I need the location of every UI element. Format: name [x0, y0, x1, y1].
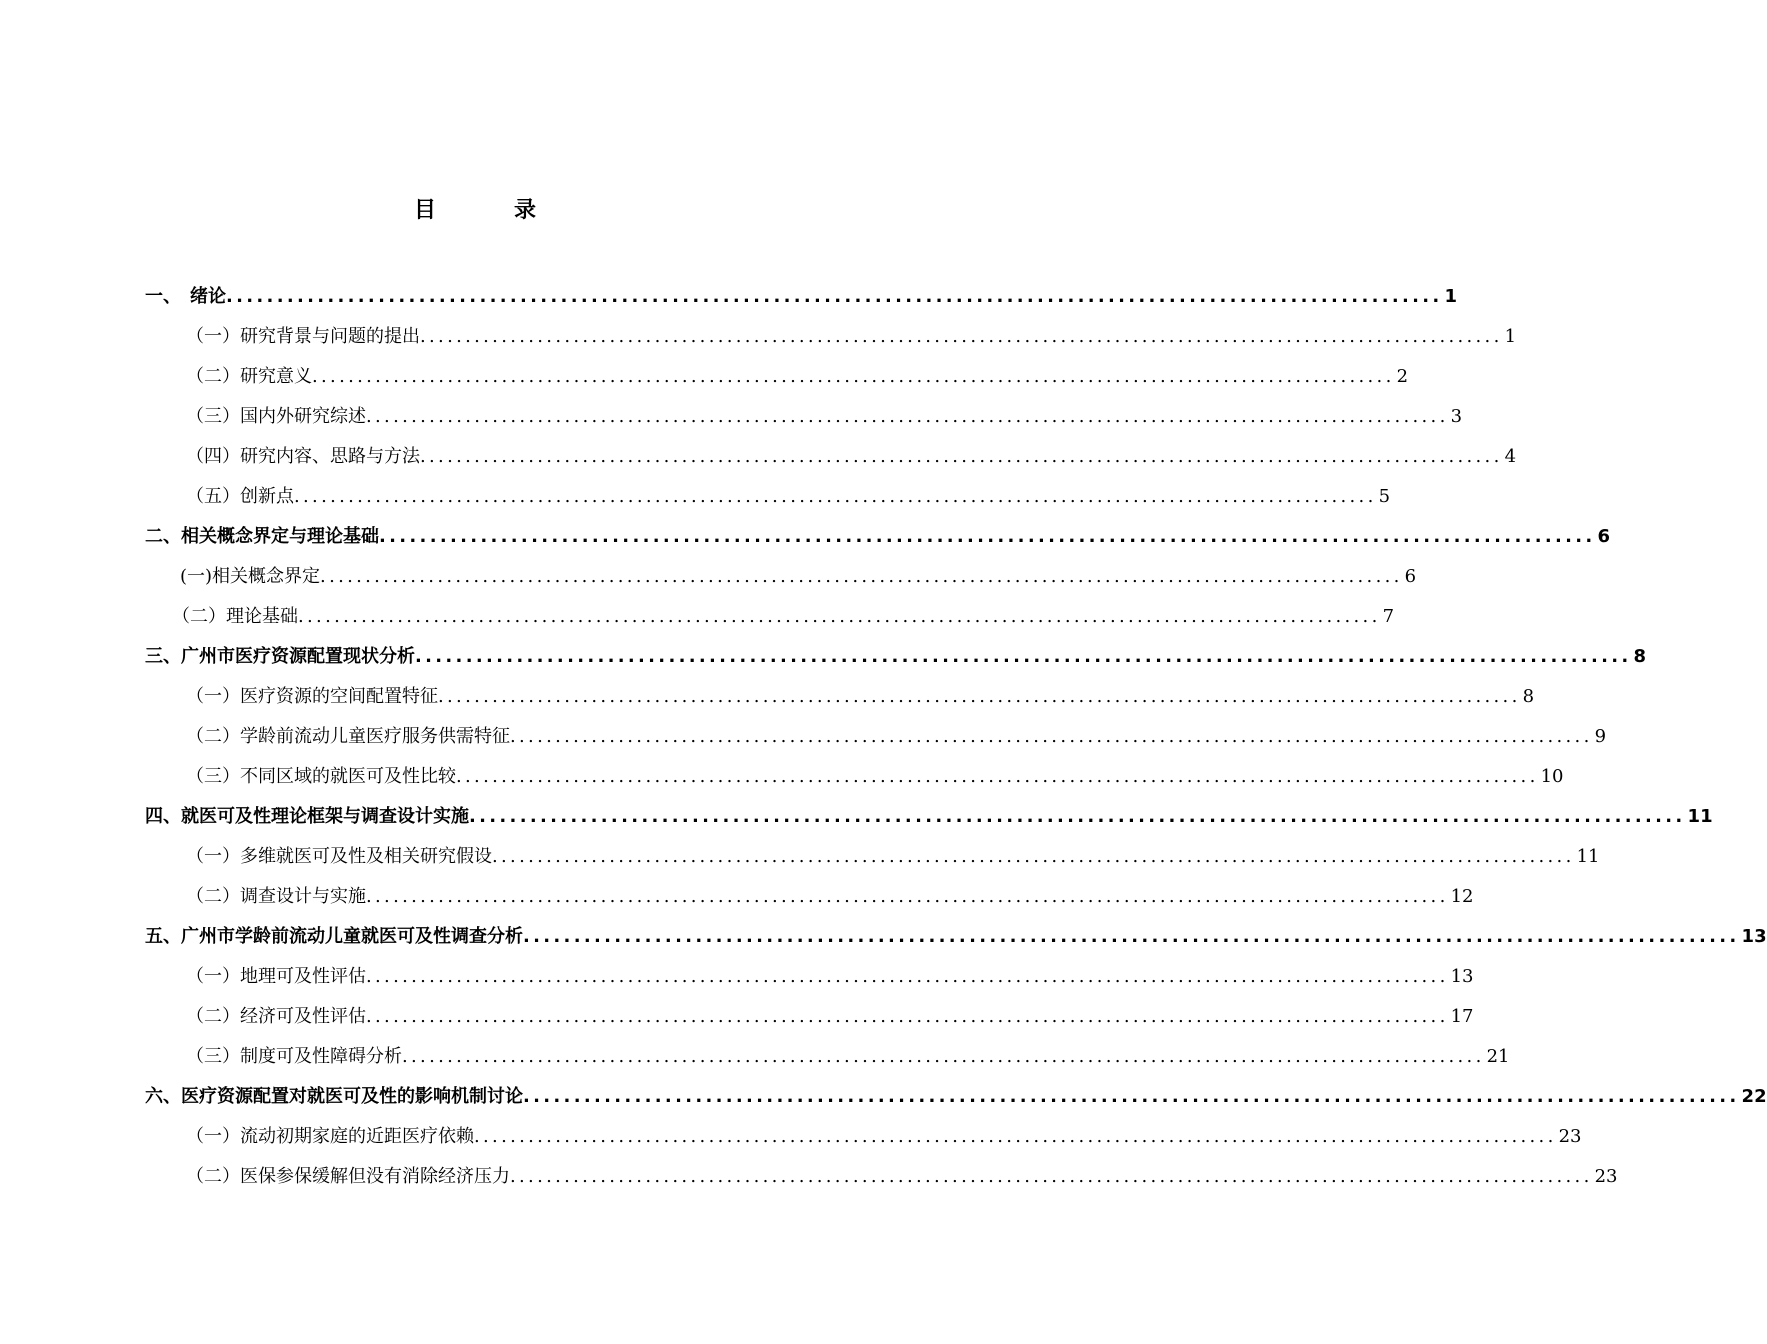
toc-entry-label: （二）研究意义: [186, 366, 312, 387]
toc-section-entry[interactable]: [186, 1002, 1474, 1032]
toc-leader-dots: ........................................................................................................................: [510, 726, 1593, 747]
toc-leader-dots: ........................................................................................................................: [379, 526, 1596, 547]
toc-page-number: 7: [1382, 606, 1395, 627]
toc-leader-dots: ........................................................................................................................: [366, 886, 1449, 907]
toc-leader-dots: ........................................................................................................................: [320, 566, 1403, 587]
toc-leader-dots: ........................................................................................................................: [492, 846, 1575, 867]
toc-leader-dots: ........................................................................................................................: [402, 1046, 1485, 1067]
toc-entry-label: （二）医保参保缓解但没有消除经济压力: [186, 1166, 510, 1187]
toc-chapter-entry[interactable]: [145, 802, 1713, 832]
toc-leader-dots: ........................................................................................................................: [312, 366, 1395, 387]
toc-entry-label: 四、就医可及性理论框架与调查设计实施: [145, 806, 469, 827]
toc-leader-dots: ........................................................................................................................: [298, 606, 1381, 627]
toc-leader-dots: ........................................................................................................................: [294, 486, 1377, 507]
toc-entry-label: 一、 绪论: [145, 286, 226, 307]
toc-page-number: 22: [1741, 1086, 1767, 1107]
toc-entry-label: （一）流动初期家庭的近距医疗依赖: [186, 1126, 474, 1147]
toc-chapter-entry[interactable]: [145, 1082, 1767, 1112]
toc-entry-label: （四）研究内容、思路与方法: [186, 446, 420, 467]
toc-section-entry[interactable]: [186, 482, 1391, 512]
toc-page-number: 8: [1522, 686, 1535, 707]
toc-entry-label: (一)相关概念界定: [180, 566, 321, 587]
title-char-1: 目: [413, 198, 436, 223]
toc-leader-dots: ........................................................................................................................: [415, 646, 1632, 667]
toc-section-entry[interactable]: [186, 1122, 1582, 1152]
toc-page-number: 2: [1396, 366, 1409, 387]
toc-page-number: 5: [1378, 486, 1391, 507]
toc-page-number: 4: [1504, 446, 1517, 467]
toc-leader-dots: ........................................................................................................................: [226, 286, 1443, 307]
toc-page-number: 1: [1444, 286, 1458, 307]
toc-leader-dots: ........................................................................................................................: [438, 686, 1521, 707]
toc-entry-label: （三）不同区域的就医可及性比较: [186, 766, 456, 787]
toc-page-number: 6: [1404, 566, 1417, 587]
toc-leader-dots: ........................................................................................................................: [366, 406, 1449, 427]
toc-entry-label: 三、广州市医疗资源配置现状分析: [145, 646, 415, 667]
title-char-2: 录: [514, 198, 537, 223]
toc-page-number: 9: [1594, 726, 1607, 747]
toc-page-number: 6: [1597, 526, 1611, 547]
toc-leader-dots: ........................................................................................................................: [510, 1166, 1593, 1187]
toc-page-number: 13: [1450, 966, 1474, 987]
page-title: [0, 193, 950, 224]
toc-section-entry[interactable]: [186, 402, 1463, 432]
toc-leader-dots: ........................................................................................................................: [523, 1086, 1740, 1107]
toc-section-entry[interactable]: [186, 322, 1517, 352]
toc-leader-dots: ........................................................................................................................: [420, 326, 1503, 347]
toc-entry-label: （一）多维就医可及性及相关研究假设: [186, 846, 492, 867]
toc-page-number: 10: [1540, 766, 1564, 787]
toc-section-entry[interactable]: [186, 362, 1409, 392]
toc-entry-label: 六、医疗资源配置对就医可及性的影响机制讨论: [145, 1086, 523, 1107]
toc-section-entry[interactable]: [186, 962, 1474, 992]
toc-section-entry[interactable]: [186, 442, 1517, 472]
toc-entry-label: （三）国内外研究综述: [186, 406, 366, 427]
toc-section-entry[interactable]: [186, 722, 1607, 752]
toc-leader-dots: ........................................................................................................................: [474, 1126, 1557, 1147]
toc-entry-label: （二）经济可及性评估: [186, 1006, 366, 1027]
toc-page-number: 17: [1450, 1006, 1474, 1027]
toc-entry-label: （三）制度可及性障碍分析: [186, 1046, 402, 1067]
toc-chapter-entry[interactable]: [145, 282, 1458, 312]
toc-section-entry[interactable]: [186, 1042, 1510, 1072]
toc-entry-label: （二）调查设计与实施: [186, 886, 366, 907]
toc-entry-label: 五、广州市学龄前流动儿童就医可及性调查分析: [145, 926, 523, 947]
toc-section-entry[interactable]: [186, 842, 1600, 872]
toc-section-entry[interactable]: [186, 682, 1535, 712]
toc-page-number: 21: [1486, 1046, 1510, 1067]
toc-page-number: 1: [1504, 326, 1517, 347]
toc-entry-label: （五）创新点: [186, 486, 294, 507]
toc-page-number: 23: [1594, 1166, 1618, 1187]
toc-section-entry[interactable]: [186, 1162, 1618, 1192]
toc-leader-dots: ........................................................................................................................: [523, 926, 1740, 947]
toc-entry-label: 二、相关概念界定与理论基础: [145, 526, 379, 547]
toc-chapter-entry[interactable]: [145, 642, 1647, 672]
toc-entry-label: （一）地理可及性评估: [186, 966, 366, 987]
toc-section-entry[interactable]: [186, 882, 1474, 912]
toc-leader-dots: ........................................................................................................................: [366, 966, 1449, 987]
toc-leader-dots: ........................................................................................................................: [456, 766, 1539, 787]
toc-leader-dots: ........................................................................................................................: [469, 806, 1686, 827]
toc-chapter-entry[interactable]: [145, 522, 1611, 552]
toc-page-number: 11: [1687, 806, 1713, 827]
toc-section-entry[interactable]: [180, 562, 1417, 592]
toc-page-number: 12: [1450, 886, 1474, 907]
toc-leader-dots: ........................................................................................................................: [420, 446, 1503, 467]
toc-entry-label: （二）理论基础: [172, 606, 298, 627]
toc-page-number: 13: [1741, 926, 1767, 947]
toc-section-entry[interactable]: [186, 762, 1564, 792]
toc-section-entry[interactable]: [172, 602, 1395, 632]
toc-chapter-entry[interactable]: [145, 922, 1767, 952]
toc-entry-label: （二）学龄前流动儿童医疗服务供需特征: [186, 726, 510, 747]
toc-entry-label: （一）研究背景与问题的提出: [186, 326, 420, 347]
toc-page-number: 23: [1558, 1126, 1582, 1147]
toc-page-number: 3: [1450, 406, 1463, 427]
toc-page-number: 11: [1576, 846, 1600, 867]
toc-page-number: 8: [1633, 646, 1647, 667]
toc-entry-label: （一）医疗资源的空间配置特征: [186, 686, 438, 707]
toc-leader-dots: ........................................................................................................................: [366, 1006, 1449, 1027]
